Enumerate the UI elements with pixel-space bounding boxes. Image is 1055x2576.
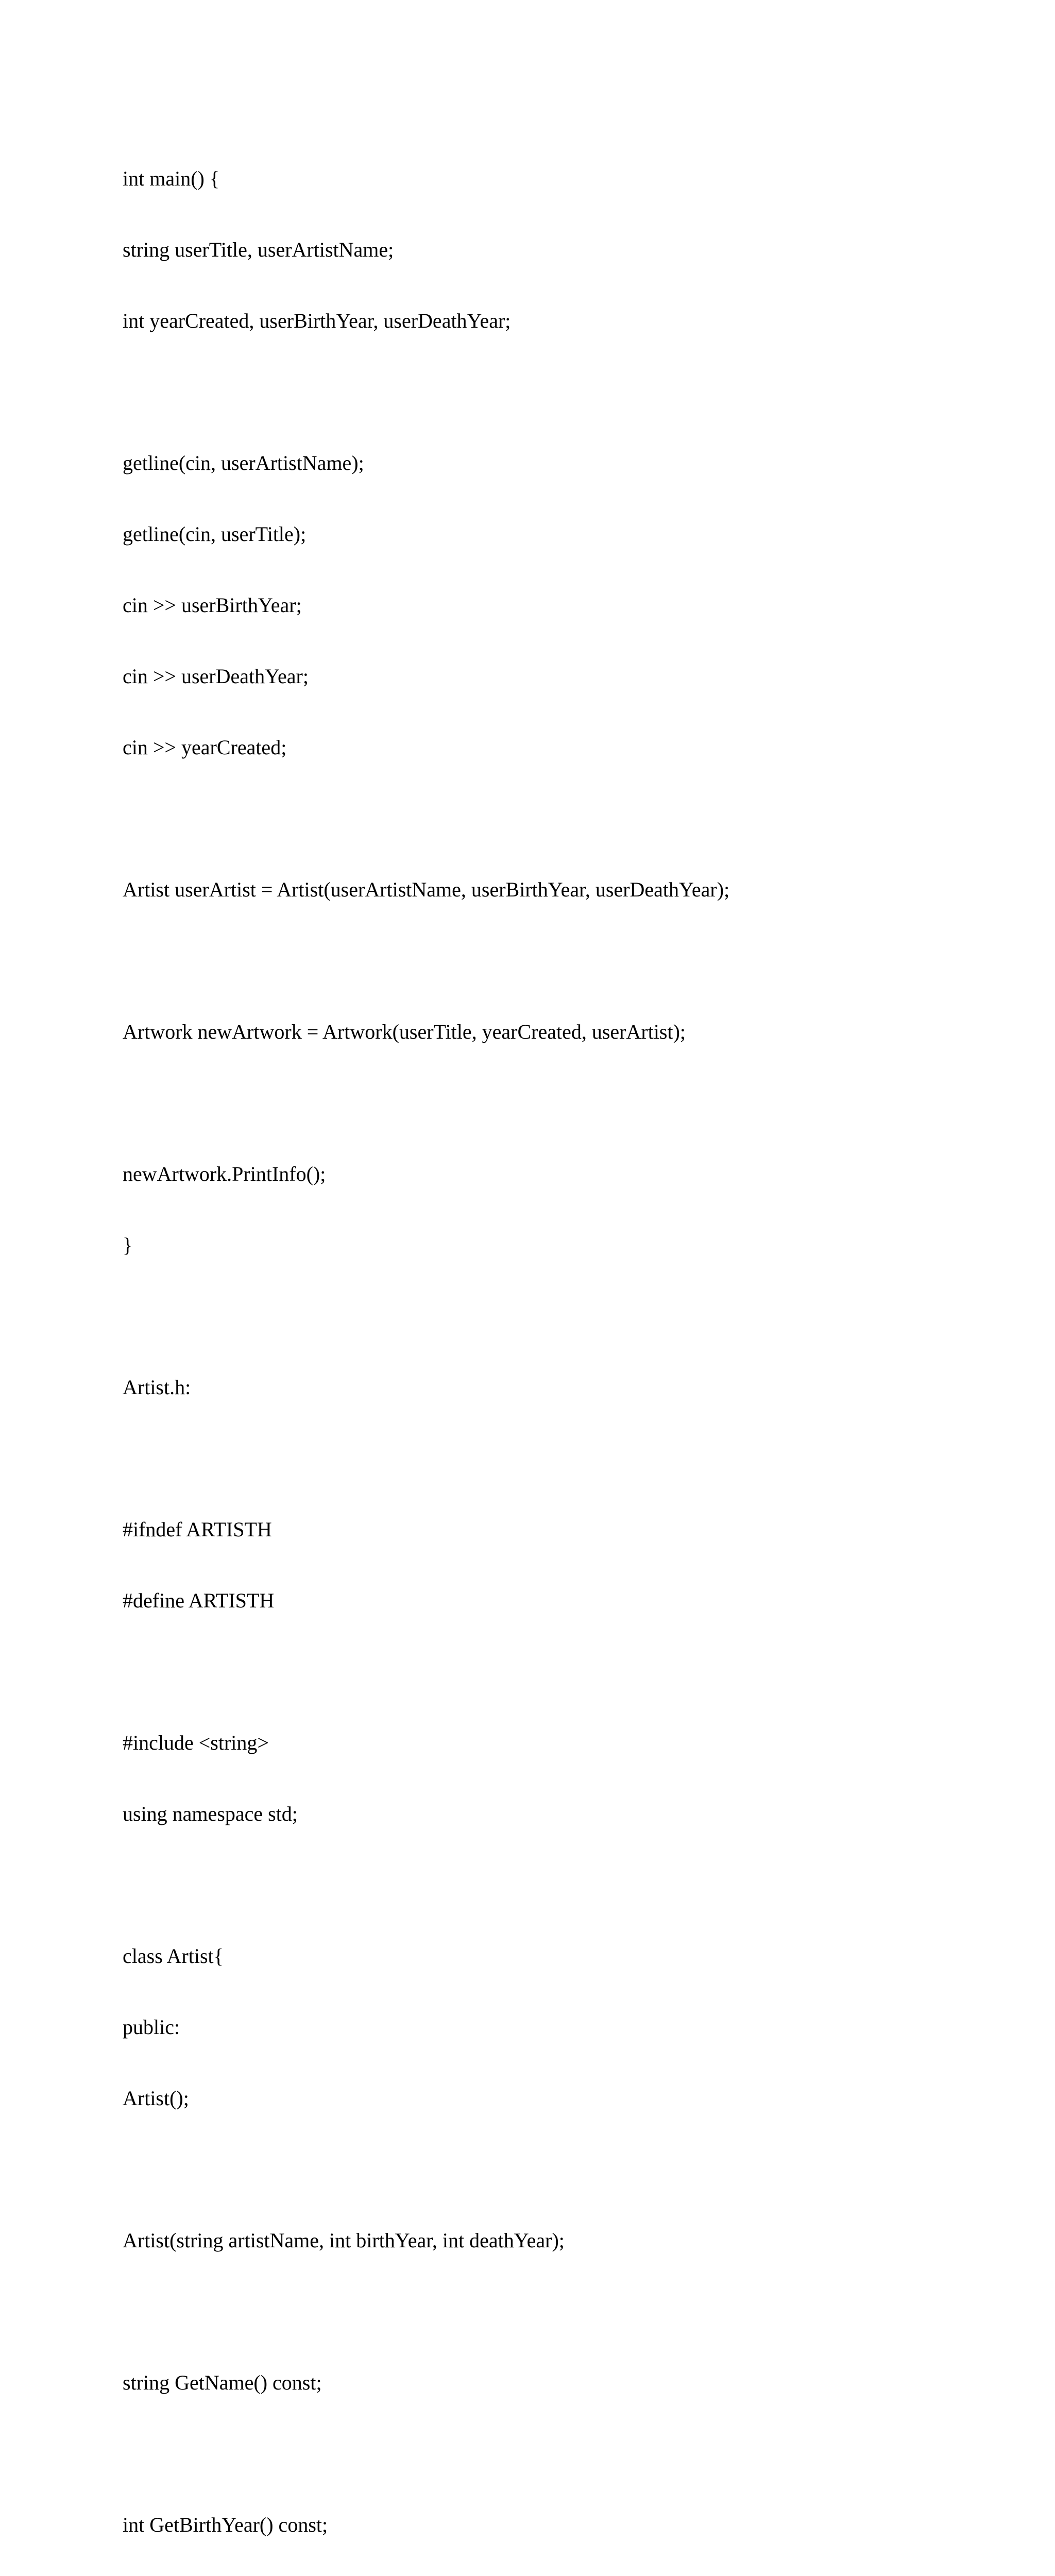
code-line: getline(cin, userTitle); xyxy=(123,522,307,546)
blank-line xyxy=(123,1091,740,1115)
code-line: } xyxy=(123,1233,133,1257)
code-line: newArtwork.PrintInfo(); xyxy=(123,1162,326,1185)
code-line: cin >> userDeathYear; xyxy=(123,665,309,688)
code-line: class Artist{ xyxy=(123,1944,224,1968)
code-line: Artist userArtist = Artist(userArtistName, userBirthYear, userDeathYear); xyxy=(123,878,730,901)
blank-line xyxy=(123,380,740,404)
code-line: Artist(string artistName, int birthYear, int deathYear); xyxy=(123,2229,565,2252)
code-line: #define ARTISTH xyxy=(123,1589,275,1612)
code-listing xyxy=(123,120,740,2576)
blank-line xyxy=(123,1304,740,1328)
blank-line xyxy=(123,1873,740,1897)
blank-line xyxy=(123,1660,740,1684)
blank-line xyxy=(123,807,740,831)
code-line: #include <string> xyxy=(123,1731,269,1754)
code-line: string userTitle, userArtistName; xyxy=(123,238,394,261)
code-line: Artwork newArtwork = Artwork(userTitle, yearCreated, userArtist); xyxy=(123,1020,686,1043)
blank-line xyxy=(123,2158,740,2181)
code-line: getline(cin, userArtistName); xyxy=(123,451,364,474)
code-line: cin >> yearCreated; xyxy=(123,736,287,759)
code-line: string GetName() const; xyxy=(123,2371,322,2394)
code-line: int yearCreated, userBirthYear, userDeathYear; xyxy=(123,309,511,332)
blank-line xyxy=(123,1447,740,1470)
code-line: cin >> userBirthYear; xyxy=(123,594,302,617)
code-line: Artist(); xyxy=(123,2087,189,2110)
code-line: int main() { xyxy=(123,167,220,190)
file-heading: Artist.h: xyxy=(123,1376,191,1399)
code-line: public: xyxy=(123,2015,180,2039)
blank-line xyxy=(123,2442,740,2466)
code-line: #ifndef ARTISTH xyxy=(123,1518,272,1541)
blank-line xyxy=(123,949,740,973)
code-line: using namespace std; xyxy=(123,1802,298,1825)
blank-line xyxy=(123,2300,740,2324)
code-line: int GetBirthYear() const; xyxy=(123,2513,328,2536)
